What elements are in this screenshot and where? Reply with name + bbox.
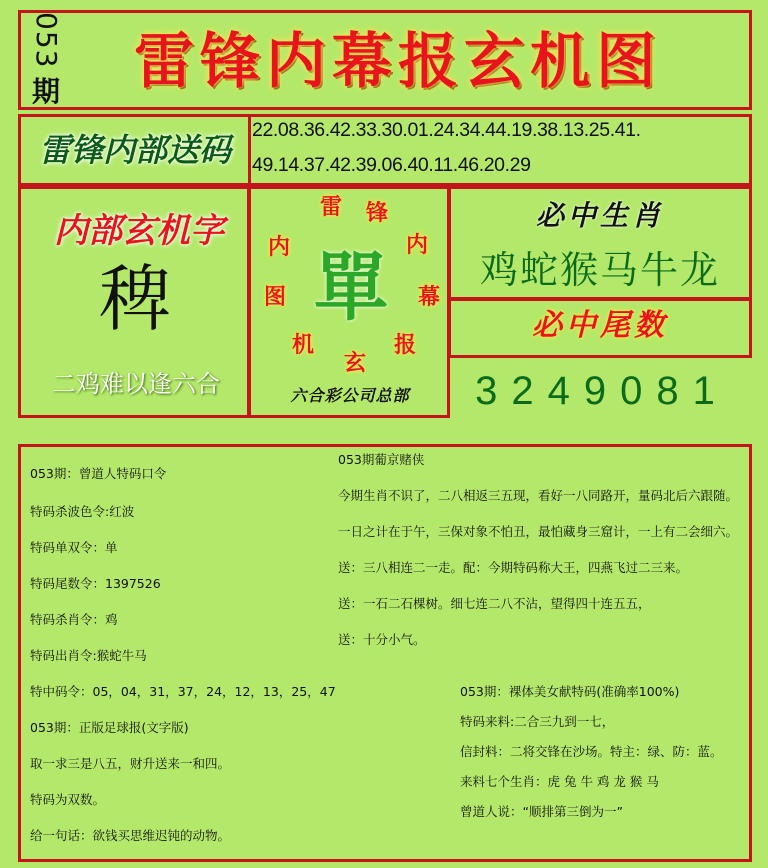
right-top-line-4: 送：三八相连二一走。配：今期特码称大王，四燕飞过二三来。 [338, 560, 689, 575]
ring-char: 雷 [319, 194, 342, 220]
right-top-line-6: 送：十分小气。 [338, 632, 426, 647]
numbers-label: 雷锋内部送码 [38, 131, 231, 169]
numbers-line-1: 22.08.36.42.33.30.01.24.34.44.19.38.13.25.41. [252, 119, 641, 141]
right-bottom-line-4: 来料七个生肖：虎 兔 牛 鸡 龙 猴 马 [460, 774, 659, 789]
right-top-line-2: 今期生肖不识了，二八相返三五现，看好一八同路开，量码北后六跟随。 [338, 488, 739, 503]
circle-panel [252, 188, 448, 412]
ring-char: 内 [267, 234, 290, 260]
ring-char: 图 [263, 284, 286, 310]
left-line-7: 特中码令：05，04，31，37，24，12，13，25，47 [30, 684, 336, 699]
right-top-line-1: 053期葡京赌侠 [338, 452, 425, 467]
inner-verse: 二鸡难以逢六合 [52, 370, 220, 398]
right-top-line-3: 一日之计在于午，三保对象不怕丑，最怕藏身三窟计，一上有二会细六。 [338, 524, 739, 539]
zodiac-label: 必中生肖 [535, 199, 664, 232]
left-line-9: 取一求三是八五，财升送来一和四。 [30, 756, 231, 771]
left-line-11: 给一句话：欲钱买思维迟钝的动物。 [30, 828, 231, 843]
right-bottom-line-1: 053期：裸体美女献特码(准确率100%) [460, 684, 680, 699]
ring-char: 内 [405, 232, 428, 258]
tail-value: 3249081 [475, 369, 729, 413]
left-line-8: 053期：正版足球报(文字版) [30, 720, 189, 735]
inner-label: 内部玄机字 [54, 211, 224, 251]
left-line-5: 特码杀肖令：鸡 [30, 612, 118, 627]
left-line-3: 特码单双令：单 [30, 540, 118, 555]
issue-label [26, 12, 66, 110]
ring-char: 报 [393, 332, 416, 358]
issue-suffix: 期 [31, 75, 60, 109]
right-bottom-line-5: 曾道人说：“顺排第三倒为一” [460, 804, 623, 819]
numbers-line-2: 49.14.37.42.39.06.40.11.46.20.29 [252, 154, 531, 176]
zodiac-value: 鸡蛇猴马牛龙 [479, 248, 720, 292]
left-line-4: 特码尾数令：1397526 [30, 576, 161, 591]
circle-footer: 六合彩公司总部 [290, 386, 410, 405]
inner-character: 稗 [98, 257, 171, 341]
issue-number: 053 [30, 12, 63, 69]
tail-label: 必中尾数 [532, 308, 668, 343]
right-bottom-line-3: 信封料：二将交锋在沙场。特主：绿、防：蓝。 [460, 744, 723, 759]
left-line-6: 特码出肖令:猴蛇牛马 [30, 648, 147, 663]
center-character: 單 [314, 245, 388, 331]
left-line-2: 特码杀波色令:红波 [30, 504, 135, 519]
page-title: 雷锋内幕报玄机图 [134, 27, 662, 97]
ring-char: 玄 [343, 350, 366, 376]
ring-char: 锋 [365, 200, 388, 226]
ring-char: 幕 [417, 284, 440, 310]
right-bottom-line-2: 特码来料:二合三九到一七， [460, 714, 615, 729]
left-line-1: 053期：曾道人特码口令 [30, 466, 167, 481]
ring-char: 机 [291, 332, 314, 358]
right-top-line-5: 送：一石二石棵树。细七连二八不沾，望得四十连五五， [338, 596, 651, 611]
left-line-10: 特码为双数。 [30, 792, 106, 807]
